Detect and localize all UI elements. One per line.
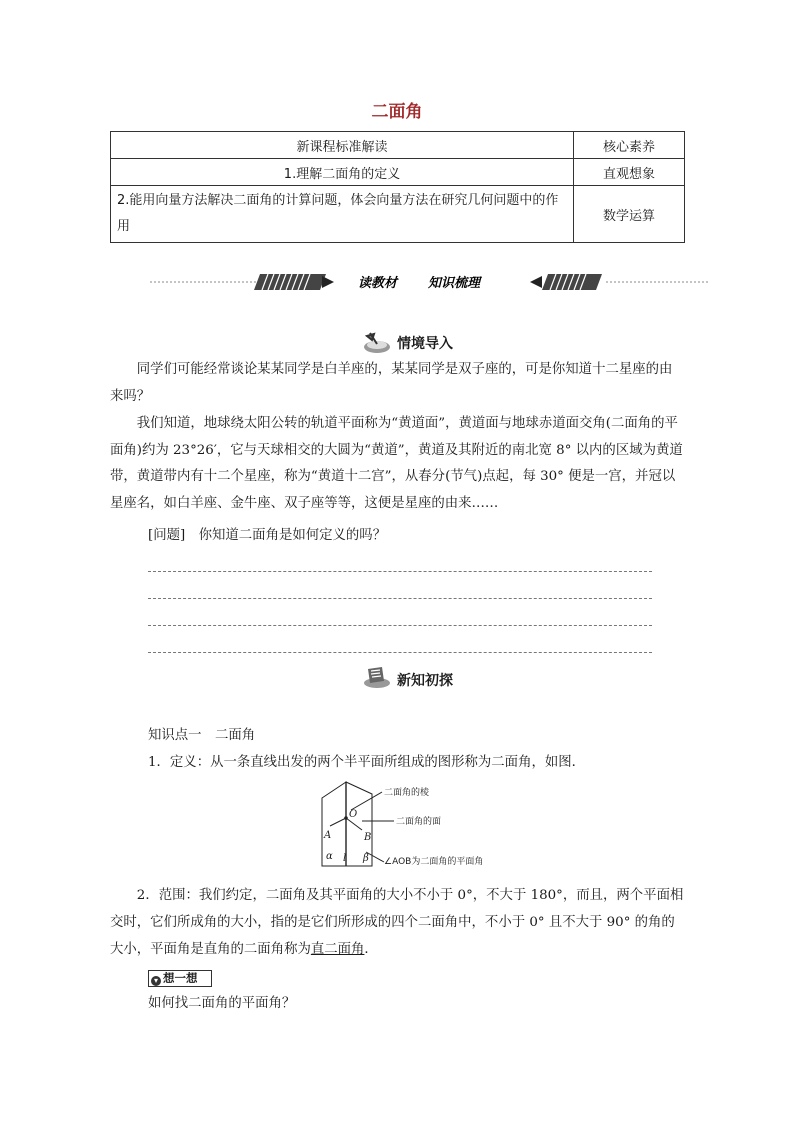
think-bullet-icon: ▾ (151, 976, 161, 986)
table-cell-standard-2: 2.能用向量方法解决二面角的计算问题，体会向量方法在研究几何问题中的作用 (111, 186, 574, 243)
think-badge-label: 想一想 (163, 971, 198, 985)
intro-paragraph-1: 同学们可能经常谈论某某同学是白羊座的，某某同学是双子座的，可是你知道十二星座的由来吗？ (110, 362, 673, 404)
section-banner (150, 272, 710, 292)
think-question: 如何找二面角的平面角？ (148, 996, 296, 1011)
range-term: 直二面角 (310, 942, 365, 957)
point-B: B (364, 832, 372, 843)
edge-l: l (343, 853, 347, 864)
table-header-literacy: 核心素养 (574, 132, 685, 159)
label-plane-angle: ∠AOB为二面角的平面角 (384, 857, 484, 867)
new-knowledge-icon (362, 665, 392, 689)
page-title: 二面角 (371, 102, 423, 122)
table-cell-literacy-2: 数学运算 (574, 186, 685, 243)
section-heading-new: 新知初探 (397, 673, 453, 689)
banner-right-text: 知识梳理 (428, 276, 481, 291)
scene-intro-icon (362, 330, 392, 354)
think-badge (148, 970, 212, 987)
range-end: ． (364, 942, 378, 957)
knowledge-range (110, 882, 685, 963)
label-face: 二面角的面 (396, 817, 442, 827)
answer-line-1 (148, 571, 652, 572)
answer-line-2 (148, 598, 652, 599)
standards-table (110, 131, 685, 243)
point-O: O (349, 809, 358, 820)
answer-line-4 (148, 652, 652, 653)
table-cell-standard-1: 1.理解二面角的定义 (111, 159, 574, 186)
dihedral-angle-figure (318, 780, 518, 868)
banner-left-text: 读教材 (358, 276, 398, 291)
banner-right-stripes (530, 274, 602, 290)
section-heading-intro: 情境导入 (397, 336, 453, 352)
table-cell-literacy-1: 直观想象 (574, 159, 685, 186)
plane-alpha: α (326, 851, 333, 862)
answer-line-3 (148, 625, 652, 626)
label-edge: 二面角的棱 (384, 788, 430, 798)
range-text: 2．范围：我们约定，二面角及其平面角的大小不小于 0°，不大于 180°，而且，两个平面相交时，它们所成角的大小，指的是它们所形成的四个二面角中，不小于 0° 且不大于 90° 的角的大小，平面角是直角的二面角称为 (110, 888, 684, 957)
knowledge-heading: 知识点一 二面角 (148, 728, 256, 743)
banner-left-stripes (254, 274, 334, 290)
point-A: A (324, 830, 332, 841)
intro-paragraph-2: 我们知道，地球绕太阳公转的轨道平面称为“黄道面”，黄道面与地球赤道面交角(二面角的平面角)约为 23°26′，它与天球相交的大圆为“黄道”，黄道及其附近的南北宽 8° 以内的区域为黄道带，黄道带内有十二个星座，称为“黄道十二宫”，从春分(节气)点起，每 30° 便是一宫，并冠以星座名，如白羊座、金牛座、双子座等等，这便是星座的由来…… (110, 416, 683, 511)
intro-question: [问题] 你知道二面角是如何定义的吗？ (148, 528, 387, 543)
knowledge-definition: 1．定义：从一条直线出发的两个半平面所组成的图形称为二面角，如图． (148, 755, 586, 770)
plane-beta: β (363, 853, 369, 864)
table-header-standard: 新课程标准解读 (111, 132, 574, 159)
